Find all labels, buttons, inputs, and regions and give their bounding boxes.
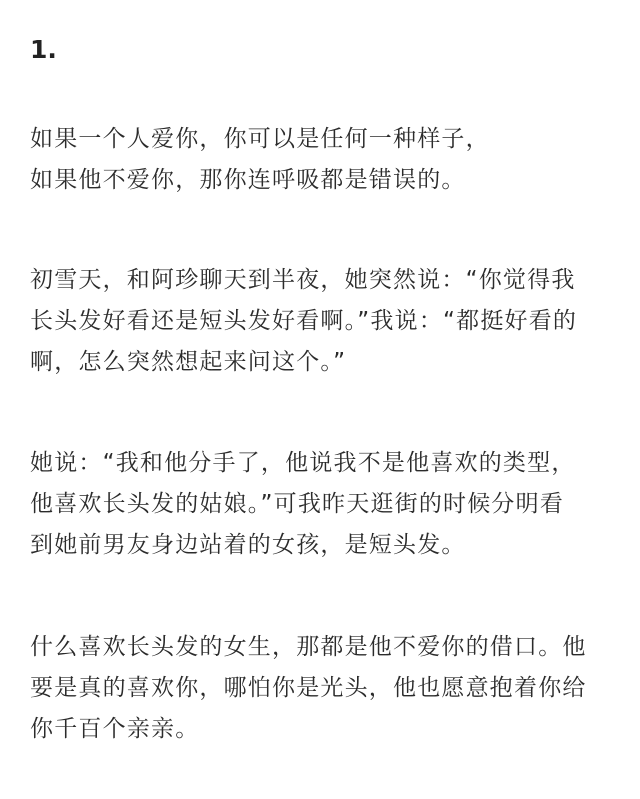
paragraph-line: 长头发好看还是短头发好看啊。”我说：“都挺好看的 bbox=[30, 308, 578, 334]
section-number-heading: 1. bbox=[30, 35, 57, 64]
paragraph-2 bbox=[30, 260, 620, 383]
paragraph-line: 啊，怎么突然想起来问这个。” bbox=[30, 349, 347, 375]
paragraph-1 bbox=[30, 119, 620, 201]
paragraph-line: 你千百个亲亲。 bbox=[30, 716, 200, 742]
paragraph-line: 到她前男友身边站着的女孩，是短头发。 bbox=[30, 532, 466, 558]
paragraph-3 bbox=[30, 443, 620, 566]
paragraph-line: 初雪天，和阿珍聊天到半夜，她突然说：“你觉得我 bbox=[30, 267, 576, 293]
paragraph-line: 如果他不爱你，那你连呼吸都是错误的。 bbox=[30, 167, 466, 193]
paragraph-4 bbox=[30, 627, 620, 750]
paragraph-line: 什么喜欢长头发的女生，那都是他不爱你的借口。他 bbox=[30, 634, 587, 660]
paragraph-line: 他喜欢长头发的姑娘。”可我昨天逛街的时候分明看 bbox=[30, 491, 565, 517]
paragraph-line: 要是真的喜欢你，哪怕你是光头，他也愿意抱着你给 bbox=[30, 675, 587, 701]
paragraph-line: 如果一个人爱你，你可以是任何一种样子， bbox=[30, 126, 490, 152]
paragraph-line: 她说：“我和他分手了，他说我不是他喜欢的类型， bbox=[30, 450, 576, 476]
